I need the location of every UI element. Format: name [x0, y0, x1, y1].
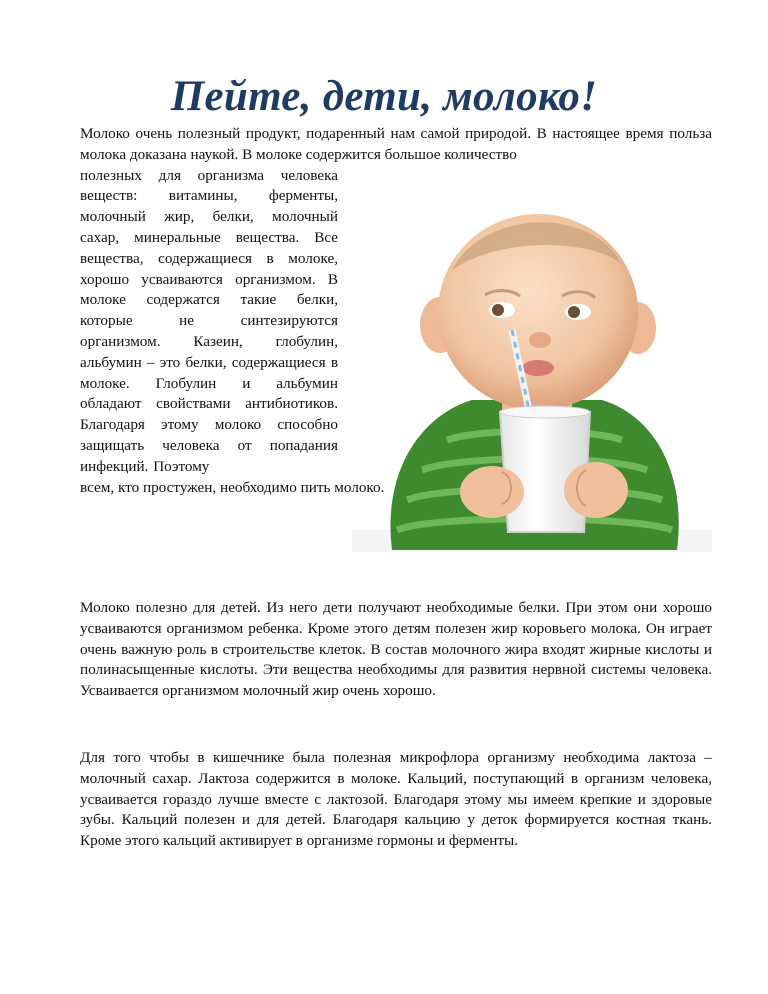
- intro-lead-text: Молоко очень полезный продукт, подаренный нам самой природой. В настоящее время польза молока доказана наукой. В молоке содержится большое количество: [80, 125, 712, 163]
- paragraph-2: Молоко полезно для детей. Из него дети получают необходимые белки. При этом они хорошо усваиваются организмом ребенка. Кроме этого детям полезен жир коровьего молока. Он играет очень важную роль в строительстве клеток. В состав молочного жира входят жирные кислоты и полинасыщенные кислоты. Эти вещества необходимы для развития нервной системы человека. Усваивается организмом молочный жир очень хорошо.: [80, 599, 712, 700]
- page-title: Пейте, дети, молоко!: [170, 73, 598, 120]
- child-drinking-milk-photo: [352, 200, 712, 552]
- paragraph-3: Для того чтобы в кишечнике была полезная микрофлора организму необходима лактоза – молочный сахар. Лактоза содержится в молоке. Кальций, поступающий в организм человека, усваивается гораздо лучше вместе с лактозой. Благодаря этому мы имеем крепкие и здоровые зубы. Кальций полезен и для детей. Благодаря кальцию у деток формируется костная ткань. Кроме этого кальций активирует в организме гормоны и ферменты.: [80, 749, 712, 850]
- intro-wrapped-text: полезных для организма человека веществ: витамины, ферменты, молочный жир, белки, молочный сахар, минеральные вещества. Все вещества, содержащиеся в молоке, хорошо усваиваются организмом. В молоке содержатся такие белки, которые не синтезируются организмом. Казеин, глобулин, альбумин – это белки, содержащиеся в молоке. Глобулин и альбумин обладают свойствами антибиотиков. Благодаря этому молоко способно защищать человека от попадания инфекций. Поэтому: [80, 166, 338, 475]
- intro-tail-text: всем, кто простужен, необходимо пить молоко.: [80, 478, 385, 496]
